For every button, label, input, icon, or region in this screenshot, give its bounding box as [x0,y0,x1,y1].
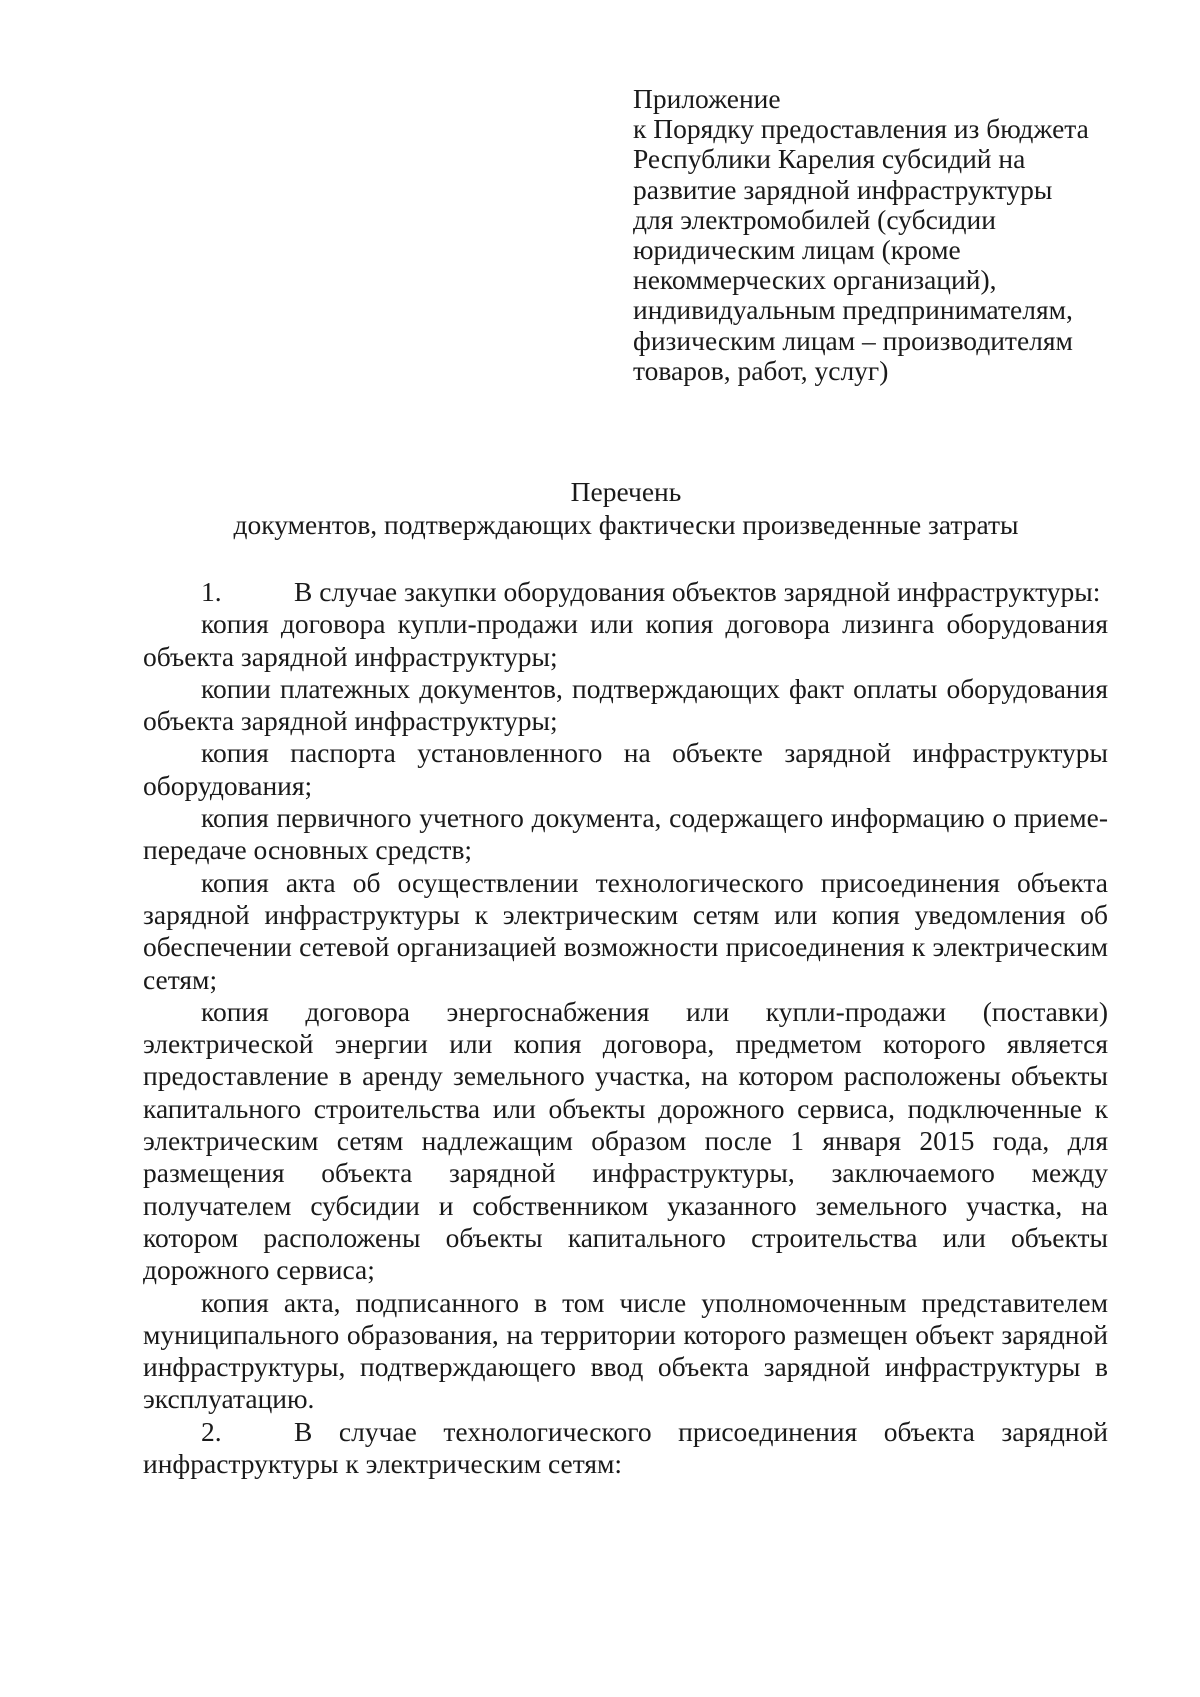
document-title [0,476,1200,541]
annex-line: развитие зарядной инфраструктуры [633,173,1053,205]
annex-line: Республики Карелия субсидий на [633,143,1026,175]
item-number: 2. [201,1415,222,1447]
annex-line: для электромобилей (субсидии [633,203,996,235]
sub-item: копия акта, подписанного в том числе уполномоченным представителем муниципального образования, на территории которого размещен объект зарядной инфраструктуры, подтверждающего ввод объекта зарядной инфраструктуры в эксплуатацию. [143,1286,1108,1415]
list-item-1 [143,576,1108,608]
annex-line: к Порядку предоставления из бюджета [633,113,1089,145]
title-subheading: документов, подтверждающих фактически произведенные затраты [233,508,1019,540]
sub-item: копии платежных документов, подтверждающих факт оплаты оборудования объекта зарядной инфраструктуры; [143,672,1108,737]
item-text: В случае закупки оборудования объектов зарядной инфраструктуры: [294,576,1101,607]
annex-line: физическим лицам – производителям [633,324,1073,356]
sub-item: копия договора купли-продажи или копия договора лизинга оборудования объекта зарядной инфраструктуры; [143,608,1108,672]
annex-line: индивидуальным предпринимателям, [633,294,1073,326]
annex-line: товаров, работ, услуг) [633,354,889,386]
annex-header [633,84,1153,386]
sub-item: копия договора энергоснабжения или купли-продажи (поставки) электрической энергии или копия договора, предметом которого является предоставление в аренду земельного участка, на котором расположены объекты капитального строительства или объекты дорожного сервиса, подключенные к электрическим сетям надлежащим образом после 1 января 2015 года, для размещения объекта зарядной инфраструктуры, заключаемого между получателем субсидии и собственником указанного земельного участка, на котором расположены объекты капитального строительства или объекты дорожного сервиса; [143,995,1108,1286]
annex-line: юридическим лицам (кроме [633,234,961,266]
item-text: В случае технологического присоединения объекта зарядной инфраструктуры к электрическим сетям: [143,1415,1108,1480]
title-heading: Перечень [570,476,682,507]
list-item-2 [143,1416,1108,1481]
sub-item: копия акта об осуществлении технологического присоединения объекта зарядной инфраструктуры к электрическим сетям или копия уведомления об обеспечении сетевой организацией возможности присоединения к электрическим сетям; [143,866,1108,995]
item-number: 1. [201,576,222,607]
document-body [143,576,1108,1480]
sub-item: копия первичного учетного документа, содержащего информацию о приеме-передаче основных средств; [143,802,1108,866]
sub-item: копия паспорта установленного на объекте зарядной инфраструктуры оборудования; [143,737,1108,801]
annex-line: Приложение [633,83,781,114]
annex-line: некоммерческих организаций), [633,264,997,296]
